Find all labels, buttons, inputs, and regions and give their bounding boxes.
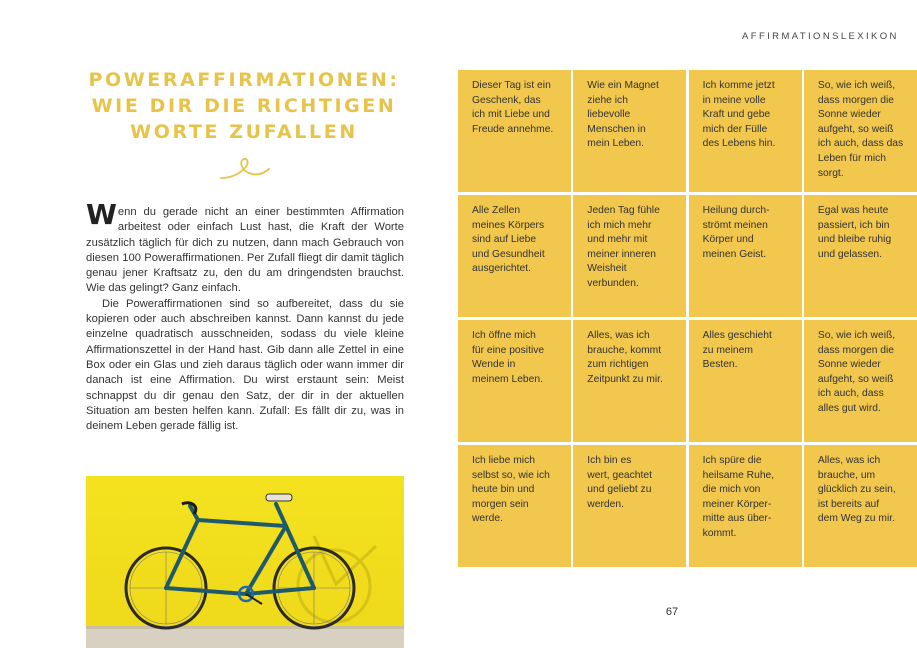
affirmation-card: Ich komme jetzt in meine volle Kraft und gebe mich der Fülle des Lebens hin. bbox=[689, 70, 802, 192]
page-number: 67 bbox=[665, 606, 679, 618]
affirmation-card: Ich bin es wert, geachtet und geliebt zu werden. bbox=[573, 445, 686, 567]
affirmation-card: Alle Zellen meines Körpers sind auf Liebe und Gesundheit ausgerichtet. bbox=[458, 195, 571, 317]
title-line-2: WIE DIR DIE RICHTIGEN bbox=[91, 95, 397, 117]
affirmation-card: Ich liebe mich selbst so, wie ich heute bin und morgen sein werde. bbox=[458, 445, 571, 567]
intro-paragraph-1 bbox=[86, 198, 404, 297]
affirmation-card: So, wie ich weiß, dass morgen die Sonne wieder aufgeht, so weiß ich auch, dass das Leben für mich sorgt. bbox=[804, 70, 917, 192]
intro-text bbox=[86, 198, 404, 434]
affirmation-card: Alles geschieht zu meinem Besten. bbox=[689, 320, 802, 442]
intro-paragraph-1-text: enn du gerade nicht an einer bestimmten Affirmation arbeitest oder einfach Lust hast, die Kraft der Worte zusätzlich täglich für dich zu nutzen, dann mach Gebrauch von diesen 100 Poweraffirmationen. Per Zufall fliegt dir damit täglich genau jener Kraftsatz zu, den du am dringendsten brauchst. Wie das gelingt? Ganz einfach. bbox=[86, 206, 404, 295]
drop-cap: W bbox=[86, 198, 117, 231]
affirmation-card: Jeden Tag fühle ich mich mehr und mehr mit meiner inneren Weisheit verbunden. bbox=[573, 195, 686, 317]
swirl-ornament-icon bbox=[219, 156, 271, 184]
affirmation-card: Wie ein Magnet ziehe ich liebevolle Menschen in mein Leben. bbox=[573, 70, 686, 192]
affirmation-card: Alles, was ich brauche, um glücklich zu sein, ist bereits auf dem Weg zu mir. bbox=[804, 445, 917, 567]
intro-paragraph-2: Die Poweraffirmationen sind so aufbereitet, dass du sie kopieren oder auch abschreiben kannst. Dann kannst du jede einzelne quadratisch ausschneiden, sodass du viele kleine Affirmationszettel in der Hand hast. Gib dann alle Zettel in eine Box oder ein Glas und zieh daraus täglich oder wann immer dir danach ist eine Affirmation. Du wirst erstaunt sein: Meist schnappst du dir genau den Satz, der dir in der aktuellen Situation am besten helfen kann. Zufall: Es fällt dir zu, was in deinem Leben gerade fällig ist. bbox=[86, 297, 404, 433]
affirmation-card: Egal was heute passiert, ich bin und bleibe ruhig und gelassen. bbox=[804, 195, 917, 317]
page-title bbox=[86, 67, 402, 145]
affirmation-card: So, wie ich weiß, dass morgen die Sonne wieder aufgeht, so weiß ich auch, dass alles gut wird. bbox=[804, 320, 917, 442]
affirmation-card: Ich öffne mich für eine positive Wende in meinem Leben. bbox=[458, 320, 571, 442]
bicycle-illustration-icon bbox=[86, 476, 404, 648]
affirmation-card: Dieser Tag ist ein Geschenk, das ich mit Liebe und Freude annehme. bbox=[458, 70, 571, 192]
affirmation-card: Alles, was ich brauche, kommt zum richtigen Zeitpunkt zu mir. bbox=[573, 320, 686, 442]
bicycle-photo bbox=[86, 476, 404, 648]
affirmation-card: Heilung durch- strömt meinen Körper und meinen Geist. bbox=[689, 195, 802, 317]
affirmation-card-grid bbox=[458, 70, 917, 569]
running-header: AFFIRMATIONSLEXIKON bbox=[742, 31, 899, 42]
affirmation-card: Ich spüre die heilsame Ruhe, die mich von meiner Körper- mitte aus über- kommt. bbox=[689, 445, 802, 567]
title-line-1: POWERAFFIRMATIONEN: bbox=[88, 69, 400, 91]
title-line-3: WORTE ZUFALLEN bbox=[130, 121, 358, 143]
